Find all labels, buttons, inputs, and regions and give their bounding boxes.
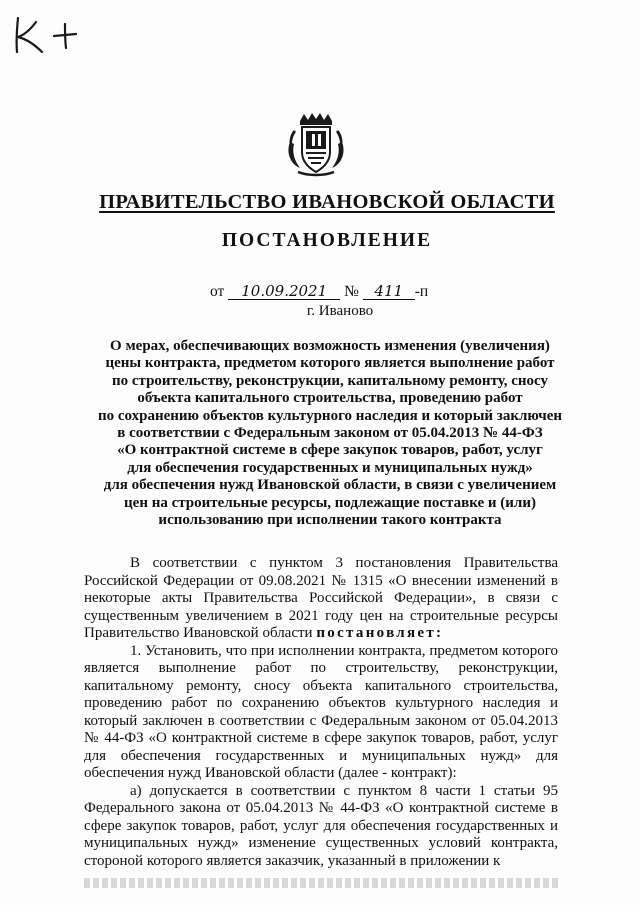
document-type: ПОСТАНОВЛЕНИЕ (221, 230, 433, 251)
preamble-paragraph (84, 555, 558, 643)
heading-line: в соответствии с Федеральным законом от 05.04.2013 № 44-ФЗ (117, 425, 543, 442)
document-heading (70, 338, 590, 529)
number-label: № (344, 283, 359, 300)
heading-line: по сохранению объектов культурного наследия и который заключен (97, 407, 563, 424)
date-label: от (210, 283, 225, 300)
document-body (84, 555, 558, 870)
heading-line: для обеспечения нужд Ивановской области, в связи с увеличением (103, 477, 557, 494)
heading-line: объекта капитального строительства, проведению работ (137, 390, 523, 407)
clause-1-paragraph: 1. Установить, что при исполнении контракта, предметом которого является выполнение работ по строительству, реконструкции, капитальному ремонту, сносу объекта капитального строительства, проведению работ по сохранению объектов культурного наследия и который заключен в соответствии с Федеральным законом от 05.04.2013 № 44-ФЗ «О контрактной системе в сфере закупок товаров, работ, услуг для обеспечения государственных и муниципальных нужд» для обеспечения нужд Ивановской области (далее - контракт): (84, 642, 558, 781)
heading-line: по строительству, реконструкции, капитальному ремонту, сносу (111, 372, 549, 389)
ivanovo-coat-of-arms-icon (286, 112, 346, 178)
document-meta-line (210, 283, 428, 301)
preamble-text: В соответствии с пунктом 3 постановления Правительства Российской Федерации от 09.08.2021 № 1315 «О внесении изменений в некоторые акты Правительства Российской Федерации», в связи с существенным увеличением в 2021 году цен на строительные ресурсы Правительство Ивановской области (84, 555, 558, 641)
document-date: 10.09.2021 (228, 283, 340, 300)
document-number: 411 (363, 283, 415, 300)
heading-line: цены контракта, предметом которого является выполнение работ (105, 355, 555, 372)
resolves-word: постановляет: (316, 625, 444, 641)
handwritten-note (6, 12, 80, 56)
clause-1a-paragraph: а) допускается в соответствии с пунктом 8 части 1 статьи 95 Федерального закона от 05.04.2013 № 44-ФЗ «О контрактной системе в сфере закупок товаров, работ, услуг для обеспечения государственных и муниципальных нужд» изменение существенных условий контракта, стороной которого является заказчик, указанный в приложении к (84, 782, 558, 869)
heading-line: «О контрактной системе в сфере закупок товаров, работ, услуг (117, 442, 543, 459)
number-suffix: -п (414, 283, 429, 300)
document-city: г. Иваново (306, 303, 374, 319)
org-title: ПРАВИТЕЛЬСТВО ИВАНОВСКОЙ ОБЛАСТИ (99, 191, 555, 213)
heading-line: для обеспечения государственных и муниципальных нужд» (127, 459, 533, 476)
heading-line: О мерах, обеспечивающих возможность изменения (увеличения) (110, 338, 550, 354)
heading-line: цен на строительные ресурсы, подлежащие поставке и (или) (124, 494, 536, 511)
heading-line: использованию при исполнении такого контракта (158, 512, 502, 529)
page-cut-edge (84, 878, 558, 888)
